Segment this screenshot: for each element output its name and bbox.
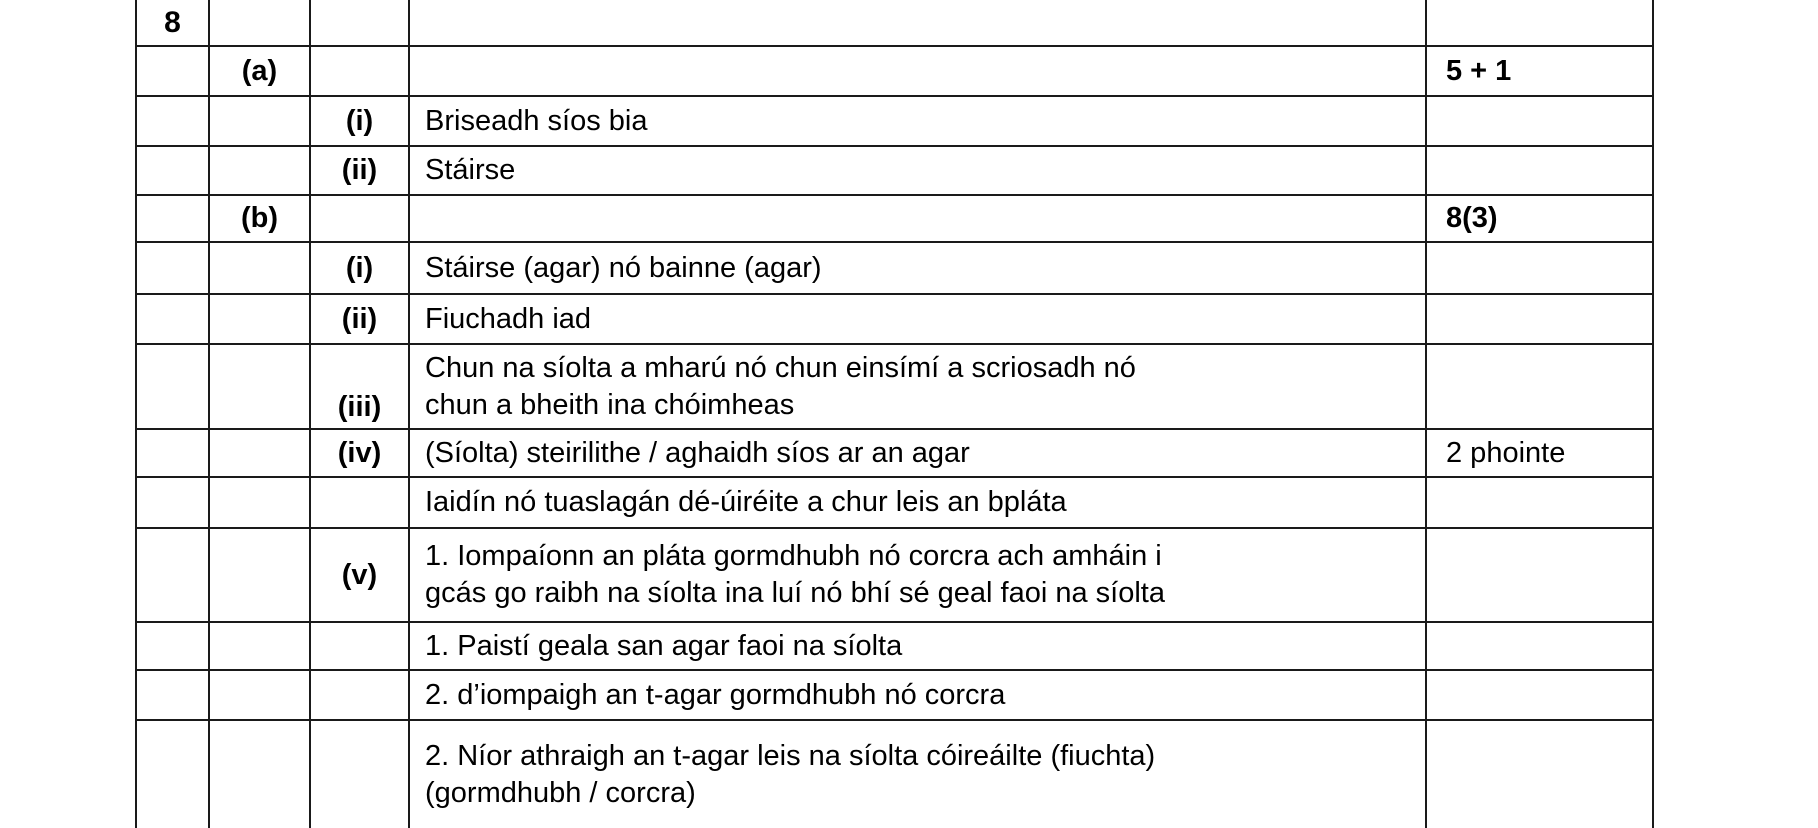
subpart-cell [311, 243, 410, 293]
question-cell [137, 243, 210, 293]
answer-line: gcás go raibh na síolta ina luí nó bhí sé geal faoi na síolta [425, 577, 1165, 609]
answer-line: (Síolta) steirilithe / aghaidh síos ar an agar [425, 436, 970, 469]
part-label: (a) [241, 54, 278, 87]
subpart-label: (i) [345, 251, 374, 284]
subpart-cell [311, 295, 410, 343]
table-row [137, 345, 1654, 430]
table-row [137, 430, 1654, 478]
marks-cell [1427, 97, 1654, 145]
answer-line: 2. Níor athraigh an t-agar leis na síolta cóireáilte (fiuchta) [425, 740, 1156, 772]
table-row [137, 295, 1654, 345]
answer-cell [410, 295, 1427, 343]
marks-cell [1427, 671, 1654, 719]
question-cell [137, 529, 210, 621]
question-cell [137, 671, 210, 719]
part-cell [210, 671, 311, 719]
part-cell [210, 147, 311, 194]
answer-line: 1. Paistí geala san agar faoi na síolta [425, 629, 903, 662]
marks-cell [1427, 430, 1654, 476]
question-number: 8 [164, 6, 181, 39]
answer-cell [410, 196, 1427, 241]
answer-cell [410, 0, 1427, 45]
question-cell [137, 295, 210, 343]
marks-cell [1427, 345, 1654, 428]
part-cell [210, 345, 311, 428]
answer-cell [410, 345, 1427, 428]
table-row [137, 671, 1654, 721]
question-cell [137, 721, 210, 828]
subpart-cell [311, 623, 410, 669]
table-row [137, 721, 1654, 828]
question-cell [137, 0, 210, 45]
answer-cell [410, 623, 1427, 669]
question-cell [137, 47, 210, 95]
subpart-cell [311, 47, 410, 95]
subpart-cell [311, 478, 410, 527]
answer-line: Stáirse (agar) nó bainne (agar) [425, 251, 822, 284]
subpart-label: (v) [341, 558, 378, 591]
table-row [137, 478, 1654, 529]
answer-cell [410, 529, 1427, 621]
question-cell [137, 147, 210, 194]
marks-cell [1427, 147, 1654, 194]
answer-cell [410, 671, 1427, 719]
answer-line: Fiuchadh iad [425, 302, 592, 335]
part-cell [210, 623, 311, 669]
answer-line: Briseadh síos bia [425, 104, 648, 137]
table-row [137, 196, 1654, 243]
part-cell [210, 721, 311, 828]
subpart-label: (ii) [341, 302, 378, 335]
question-cell [137, 430, 210, 476]
answer-cell [410, 97, 1427, 145]
table-row [137, 623, 1654, 671]
marks-cell [1427, 721, 1654, 828]
subpart-cell [311, 0, 410, 45]
marks-cell [1427, 47, 1654, 95]
subpart-cell [311, 147, 410, 194]
marks-cell [1427, 623, 1654, 669]
marks-cell [1427, 529, 1654, 621]
subpart-cell [311, 196, 410, 241]
answer-line: Stáirse [425, 154, 516, 186]
subpart-cell [311, 97, 410, 145]
marks-cell [1427, 478, 1654, 527]
table-row [137, 47, 1654, 97]
marks-value: 5 + 1 [1446, 54, 1512, 87]
answer-line: chun a bheith ina chóimheas [425, 388, 795, 421]
answer-line: Chun na síolta a mharú nó chun einsímí a scriosadh nó [425, 351, 1136, 384]
question-cell [137, 196, 210, 241]
table-row [137, 243, 1654, 295]
part-cell [210, 97, 311, 145]
table-row [137, 529, 1654, 623]
part-cell [210, 196, 311, 241]
part-cell [210, 295, 311, 343]
subpart-cell [311, 671, 410, 719]
marks-cell [1427, 196, 1654, 241]
part-cell [210, 529, 311, 621]
table-row [137, 97, 1654, 147]
marks-cell [1427, 295, 1654, 343]
answer-cell [410, 430, 1427, 476]
table-row [137, 0, 1654, 47]
answer-cell [410, 47, 1427, 95]
subpart-label: (iv) [337, 436, 382, 469]
question-cell [137, 623, 210, 669]
answer-cell [410, 478, 1427, 527]
answer-cell [410, 721, 1427, 828]
part-cell [210, 430, 311, 476]
answer-line: Iaidín nó tuaslagán dé-úiréite a chur leis an bpláta [425, 486, 1067, 518]
subpart-label: (i) [345, 104, 374, 137]
marking-scheme-table [135, 0, 1654, 828]
answer-line: (gormdhubh / corcra) [425, 777, 696, 809]
answer-cell [410, 243, 1427, 293]
table-row [137, 147, 1654, 196]
part-cell [210, 0, 311, 45]
marks-cell [1427, 0, 1654, 45]
part-cell [210, 478, 311, 527]
marks-cell [1427, 243, 1654, 293]
part-cell [210, 47, 311, 95]
subpart-cell [311, 345, 410, 428]
subpart-label: (iii) [337, 391, 382, 423]
subpart-cell [311, 721, 410, 828]
marks-value: 2 phointe [1446, 436, 1566, 469]
question-cell [137, 345, 210, 428]
question-cell [137, 97, 210, 145]
part-label: (b) [240, 202, 279, 234]
part-cell [210, 243, 311, 293]
answer-line: 1. Iompaíonn an pláta gormdhubh nó corcra ach amháin i [425, 540, 1162, 572]
answer-cell [410, 147, 1427, 194]
subpart-label: (ii) [341, 154, 378, 186]
question-cell [137, 478, 210, 527]
subpart-cell [311, 529, 410, 621]
marks-value: 8(3) [1446, 202, 1498, 234]
answer-line: 2. d’iompaigh an t-agar gormdhubh nó corcra [425, 678, 1006, 711]
subpart-cell [311, 430, 410, 476]
